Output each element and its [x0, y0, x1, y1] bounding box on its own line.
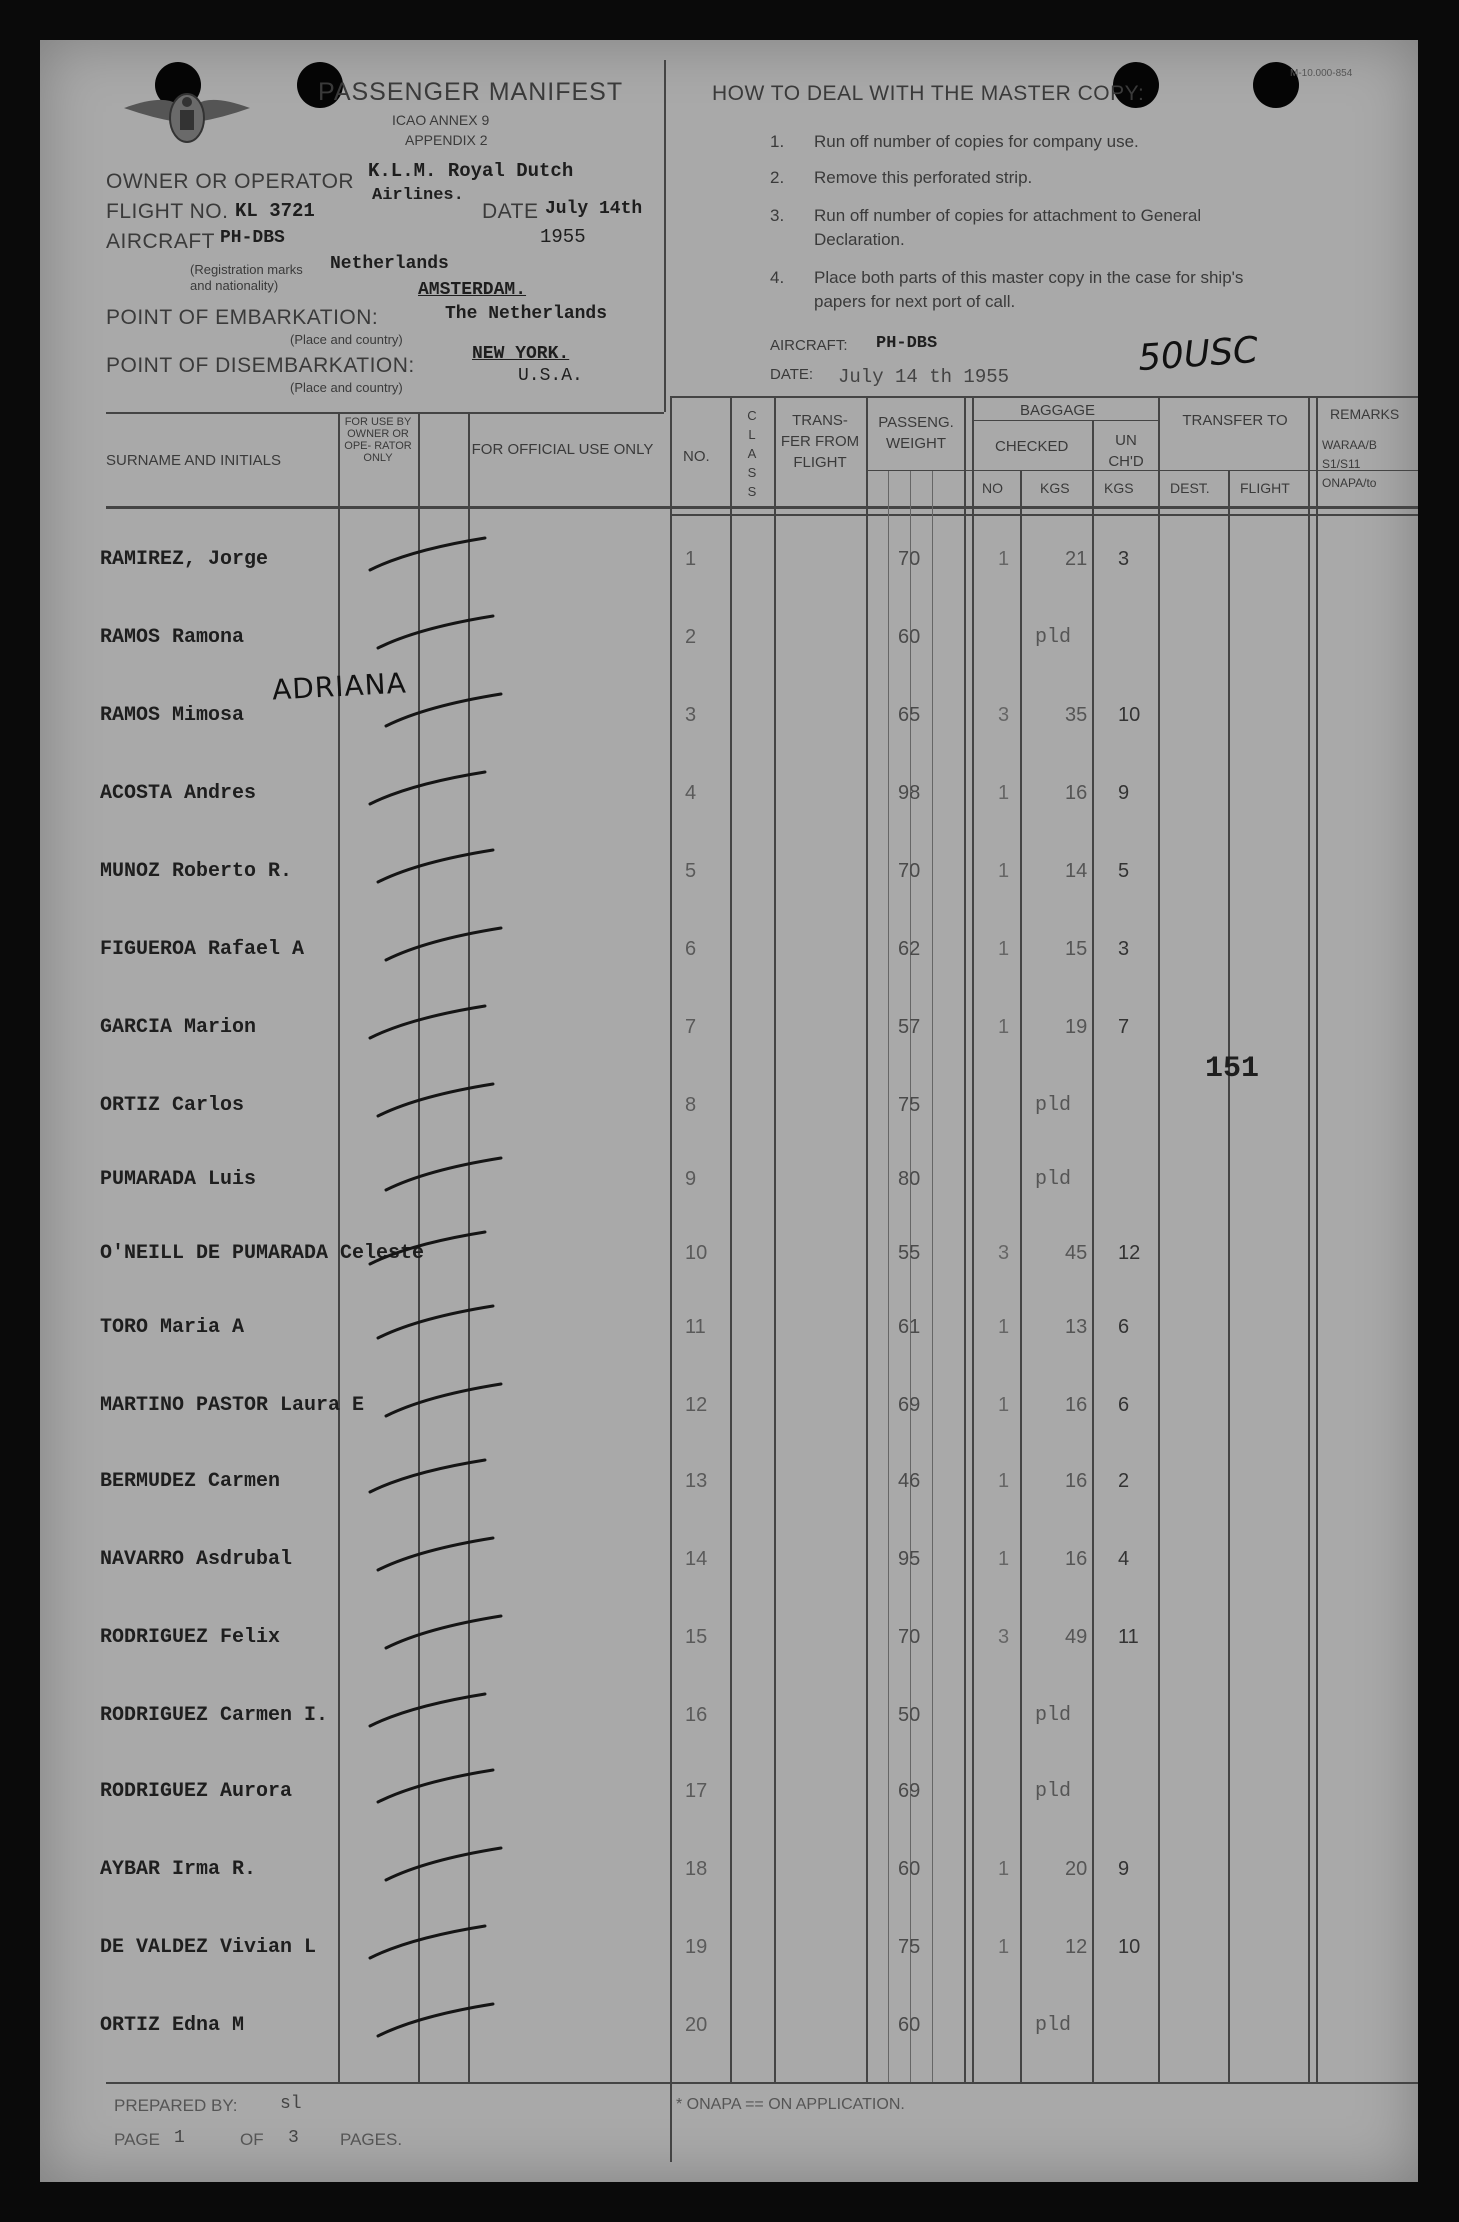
passenger-name: MUNOZ Roberto R.: [100, 860, 293, 883]
check-mark-icon: [40, 1298, 560, 1368]
passenger-weight: 75: [898, 1936, 921, 1958]
table-row: [40, 1376, 1418, 1446]
disembark-place-note: (Place and country): [290, 380, 403, 395]
header-divider: [664, 60, 666, 412]
passenger-name: O'NEILL DE PUMARADA Celeste: [100, 1242, 425, 1265]
handwritten-adriana: ADRIANA: [271, 666, 408, 707]
col-passeng-weight: PASSENG. WEIGHT: [878, 414, 954, 452]
unchecked-kgs: 10: [1118, 1936, 1141, 1958]
table-row: [40, 686, 1418, 756]
column-header-bottom-rule: [106, 506, 1418, 509]
unchecked-kgs: 6: [1118, 1316, 1130, 1338]
col-flight: FLIGHT: [1240, 480, 1290, 496]
baggage-kgs: 12: [1065, 1936, 1088, 1958]
manifest-title: PASSENGER MANIFEST: [318, 78, 624, 106]
transfer-number: 151: [1205, 1052, 1260, 1086]
check-mark-icon: [40, 1376, 560, 1446]
date-label-right: DATE:: [770, 366, 814, 383]
check-mark-icon: [40, 1224, 560, 1294]
baggage-count: 1: [998, 1470, 1010, 1492]
passenger-number: 14: [685, 1548, 708, 1570]
baggage-kgs: 49: [1065, 1626, 1088, 1648]
passenger-number: 12: [685, 1394, 708, 1416]
col-class: C L A S S: [747, 408, 757, 499]
passenger-name: RAMOS Mimosa: [100, 704, 245, 727]
check-mark-icon: [40, 1840, 560, 1910]
unchecked-kgs: 10: [1118, 704, 1141, 726]
col-surname: SURNAME AND INITIALS: [106, 452, 282, 469]
passenger-weight: 55: [898, 1242, 921, 1264]
passenger-weight: 80: [898, 1168, 921, 1190]
form-code: M-10.000-854: [1290, 68, 1353, 79]
passenger-weight: 70: [898, 548, 921, 570]
aircraft-label-right: AIRCRAFT:: [770, 337, 848, 354]
passenger-number: 9: [685, 1168, 697, 1190]
passenger-weight: 70: [898, 1626, 921, 1648]
baggage-kgs: 15: [1065, 938, 1088, 960]
check-mark-icon: [40, 998, 560, 1068]
airline-wings-logo-icon: [122, 82, 252, 154]
instruction-3-cont: Declaration.: [814, 230, 905, 249]
col-official: FOR OFFICIAL USE ONLY: [471, 441, 654, 458]
aircraft-value-right: PH-DBS: [876, 334, 938, 353]
baggage-count: 3: [998, 1242, 1010, 1264]
passenger-name: AYBAR Irma R.: [100, 1858, 257, 1881]
baggage-count: 1: [998, 548, 1010, 570]
instruction-1: Run off number of copies for company use.: [814, 132, 1139, 151]
header-bottom-rule-right: [670, 396, 1418, 398]
check-mark-icon: [40, 842, 560, 912]
col-owner-use: FOR USE BY OWNER OR OPE- RATOR ONLY: [344, 416, 412, 464]
passenger-name: ACOSTA Andres: [100, 782, 257, 805]
passenger-number: 4: [685, 782, 697, 804]
year-value: 1955: [540, 226, 586, 248]
passenger-weight: 60: [898, 2014, 921, 2036]
passenger-name: PUMARADA Luis: [100, 1168, 257, 1191]
check-mark-icon: [40, 530, 560, 600]
baggage-count: 1: [998, 1936, 1010, 1958]
check-mark-icon: [40, 764, 560, 834]
instruction-4-num: 4.: [770, 268, 785, 287]
baggage-count: 1: [998, 1016, 1010, 1038]
passenger-number: 15: [685, 1626, 708, 1648]
passenger-number: 7: [685, 1016, 697, 1038]
baggage-pld: pld: [1035, 1780, 1072, 1803]
check-mark-icon: [40, 1150, 560, 1220]
check-mark-icon: [40, 1530, 560, 1600]
passenger-number: 16: [685, 1704, 708, 1726]
passenger-weight: 62: [898, 938, 921, 960]
table-row: [40, 1298, 1418, 1368]
baggage-count: 1: [998, 1316, 1010, 1338]
baggage-count: 1: [998, 1548, 1010, 1570]
passenger-name: RAMIREZ, Jorge: [100, 548, 269, 571]
table-row: [40, 608, 1418, 678]
owner-value-2: Airlines.: [372, 186, 464, 205]
table-row: [40, 1452, 1418, 1522]
handwritten-code: 50USC: [1136, 329, 1260, 380]
prepared-by-label: PREPARED BY:: [114, 2096, 238, 2115]
column-header-bottom-rule-2: [670, 514, 1418, 516]
col-transfer-to: TRANSFER TO: [1182, 412, 1288, 429]
passenger-number: 10: [685, 1242, 708, 1264]
baggage-count: 1: [998, 860, 1010, 882]
col-unchd-kgs: KGS: [1104, 480, 1134, 496]
prepared-by-value: sl: [280, 2094, 302, 2114]
passenger-name: DE VALDEZ Vivian L: [100, 1936, 317, 1959]
passenger-number: 5: [685, 860, 697, 882]
flight-label: FLIGHT NO.: [106, 200, 229, 223]
page-value: 1: [174, 2128, 185, 2148]
passenger-name: RODRIGUEZ Aurora: [100, 1780, 293, 1803]
passenger-name: FIGUEROA Rafael A: [100, 938, 305, 961]
unchecked-kgs: 9: [1118, 782, 1130, 804]
embark-city: AMSTERDAM.: [418, 280, 527, 300]
passenger-weight: 95: [898, 1548, 921, 1570]
baggage-count: 1: [998, 1858, 1010, 1880]
check-mark-icon: [40, 1686, 560, 1756]
table-row: [40, 842, 1418, 912]
onapa-note: * ONAPA == ON APPLICATION.: [676, 2096, 905, 2113]
passenger-number: 13: [685, 1470, 708, 1492]
baggage-count: 1: [998, 938, 1010, 960]
unchecked-kgs: 7: [1118, 1016, 1130, 1038]
col-bag-no: NO: [982, 480, 1003, 496]
aircraft-label: AIRCRAFT: [106, 230, 215, 253]
of-value: 3: [288, 2128, 299, 2148]
passenger-weight: 57: [898, 1016, 921, 1038]
instruction-3-num: 3.: [770, 206, 785, 225]
passenger-name: GARCIA Marion: [100, 1016, 257, 1039]
unchecked-kgs: 4: [1118, 1548, 1130, 1570]
footer-divider: [670, 2082, 672, 2162]
col-remarks-sub: WARAA/B S1/S11 ONAPA/to: [1322, 438, 1377, 490]
icao-annex: ICAO ANNEX 9: [392, 112, 490, 128]
table-row: [40, 1076, 1418, 1146]
baggage-kgs: 16: [1065, 1394, 1088, 1416]
instruction-3: Run off number of copies for attachment to General: [814, 206, 1202, 225]
col-remarks: REMARKS: [1330, 406, 1400, 422]
passenger-number: 3: [685, 704, 697, 726]
owner-value: K.L.M. Royal Dutch: [368, 160, 574, 182]
nationality-note: and nationality): [190, 278, 279, 293]
col-checked: CHECKED: [995, 438, 1069, 455]
col-unchd: UN CH'D: [1108, 432, 1144, 470]
unchecked-kgs: 12: [1118, 1242, 1141, 1264]
baggage-kgs: 35: [1065, 704, 1088, 726]
baggage-kgs: 19: [1065, 1016, 1088, 1038]
table-row: [40, 1608, 1418, 1678]
owner-label: OWNER OR OPERATOR: [106, 170, 355, 193]
table-row: [40, 530, 1418, 600]
table-row: [40, 1224, 1418, 1294]
instruction-4-cont: papers for next port of call.: [814, 292, 1016, 311]
embark-label: POINT OF EMBARKATION:: [106, 306, 379, 329]
baggage-count: 1: [998, 782, 1010, 804]
passenger-number: 8: [685, 1094, 697, 1116]
unchecked-kgs: 6: [1118, 1394, 1130, 1416]
check-mark-icon: [40, 1608, 560, 1678]
unchecked-kgs: 3: [1118, 548, 1130, 570]
page-label: PAGE: [114, 2130, 160, 2149]
baggage-pld: pld: [1035, 1704, 1072, 1727]
col-transfer-from: TRANS- FER FROM FLIGHT: [780, 412, 860, 471]
instruction-2-num: 2.: [770, 168, 785, 187]
aircraft-value: PH-DBS: [220, 228, 285, 248]
registration-note: (Registration marks: [190, 262, 303, 277]
baggage-kgs: 21: [1065, 548, 1088, 570]
instruction-4: Place both parts of this master copy in the case for ship's: [814, 268, 1244, 287]
footer-rule: [106, 2082, 1418, 2084]
passenger-name: RODRIGUEZ Felix: [100, 1626, 281, 1649]
disembark-country: U.S.A.: [518, 366, 583, 386]
col-dest: DEST.: [1170, 480, 1210, 496]
passenger-number: 1: [685, 548, 697, 570]
table-row: [40, 1762, 1418, 1832]
nationality-value: Netherlands: [330, 254, 449, 274]
passenger-number: 19: [685, 1936, 708, 1958]
passenger-name: MARTINO PASTOR Laura E: [100, 1394, 365, 1417]
baggage-kgs: 20: [1065, 1858, 1088, 1880]
check-mark-icon: [40, 1762, 560, 1832]
disembark-label: POINT OF DISEMBARKATION:: [106, 354, 415, 377]
table-row: [40, 1150, 1418, 1220]
instruction-2: Remove this perforated strip.: [814, 168, 1033, 187]
col-no: NO.: [683, 448, 710, 465]
unchecked-kgs: 3: [1118, 938, 1130, 960]
passenger-number: 20: [685, 2014, 708, 2036]
embark-country: The Netherlands: [445, 304, 608, 324]
passenger-weight: 61: [898, 1316, 921, 1338]
baggage-kgs: 16: [1065, 1548, 1088, 1570]
check-mark-icon: [40, 1918, 560, 1988]
of-label: OF: [240, 2130, 264, 2149]
check-mark-icon: [40, 1996, 560, 2066]
table-row: [40, 1918, 1418, 1988]
pages-label: PAGES.: [340, 2130, 403, 2149]
flight-value: KL 3721: [235, 200, 315, 222]
table-row: [40, 1840, 1418, 1910]
baggage-sub-rule: [972, 420, 1158, 421]
passenger-weight: 69: [898, 1780, 921, 1802]
passenger-weight: 98: [898, 782, 921, 804]
baggage-pld: pld: [1035, 1168, 1072, 1191]
unchecked-kgs: 9: [1118, 1858, 1130, 1880]
embark-place-note: (Place and country): [290, 332, 403, 347]
passenger-name: ORTIZ Edna M: [100, 2014, 245, 2037]
table-row: [40, 920, 1418, 990]
passenger-weight: 60: [898, 1858, 921, 1880]
check-mark-icon: [40, 608, 560, 678]
header-bottom-rule: [106, 412, 664, 414]
check-mark-icon: [40, 920, 560, 990]
instructions-title: HOW TO DEAL WITH THE MASTER COPY:: [712, 82, 1145, 105]
passenger-number: 17: [685, 1780, 708, 1802]
passenger-weight: 60: [898, 626, 921, 648]
passenger-name: RODRIGUEZ Carmen I.: [100, 1704, 329, 1727]
passenger-weight: 75: [898, 1094, 921, 1116]
baggage-kgs: 45: [1065, 1242, 1088, 1264]
baggage-count: 3: [998, 1626, 1010, 1648]
passenger-name: NAVARRO Asdrubal: [100, 1548, 293, 1571]
passenger-name: TORO Maria A: [100, 1316, 245, 1339]
passenger-name: RAMOS Ramona: [100, 626, 245, 649]
col-bag-kgs: KGS: [1040, 480, 1070, 496]
passenger-weight: 46: [898, 1470, 921, 1492]
manifest-page: [40, 40, 1418, 2182]
passenger-number: 2: [685, 626, 697, 648]
baggage-count: 3: [998, 704, 1010, 726]
disembark-city: NEW YORK.: [472, 344, 570, 364]
passenger-weight: 50: [898, 1704, 921, 1726]
date-value: July 14th: [545, 199, 643, 219]
passenger-number: 11: [685, 1316, 706, 1338]
date-value-right: July 14 th 1955: [838, 366, 1010, 388]
passenger-weight: 70: [898, 860, 921, 882]
instruction-1-num: 1.: [770, 132, 785, 151]
unchecked-kgs: 2: [1118, 1470, 1130, 1492]
baggage-kgs: 13: [1065, 1316, 1088, 1338]
unchecked-kgs: 5: [1118, 860, 1130, 882]
table-row: [40, 1686, 1418, 1756]
baggage-kgs: 14: [1065, 860, 1088, 882]
baggage-count: 1: [998, 1394, 1010, 1416]
baggage-kgs: 16: [1065, 1470, 1088, 1492]
baggage-pld: pld: [1035, 2014, 1072, 2037]
table-row: [40, 1530, 1418, 1600]
col-baggage: BAGGAGE: [1020, 402, 1096, 419]
check-mark-icon: [40, 1076, 560, 1146]
check-mark-icon: [40, 1452, 560, 1522]
baggage-pld: pld: [1035, 1094, 1072, 1117]
unchecked-kgs: 11: [1118, 1626, 1139, 1648]
passenger-number: 6: [685, 938, 697, 960]
passenger-weight: 65: [898, 704, 921, 726]
baggage-pld: pld: [1035, 626, 1072, 649]
passenger-name: BERMUDEZ Carmen: [100, 1470, 281, 1493]
table-row: [40, 764, 1418, 834]
appendix: APPENDIX 2: [405, 132, 488, 148]
table-row: [40, 1996, 1418, 2066]
passenger-weight: 69: [898, 1394, 921, 1416]
baggage-kgs: 16: [1065, 782, 1088, 804]
passenger-number: 18: [685, 1858, 708, 1880]
date-label: DATE: [482, 200, 539, 223]
passenger-name: ORTIZ Carlos: [100, 1094, 245, 1117]
